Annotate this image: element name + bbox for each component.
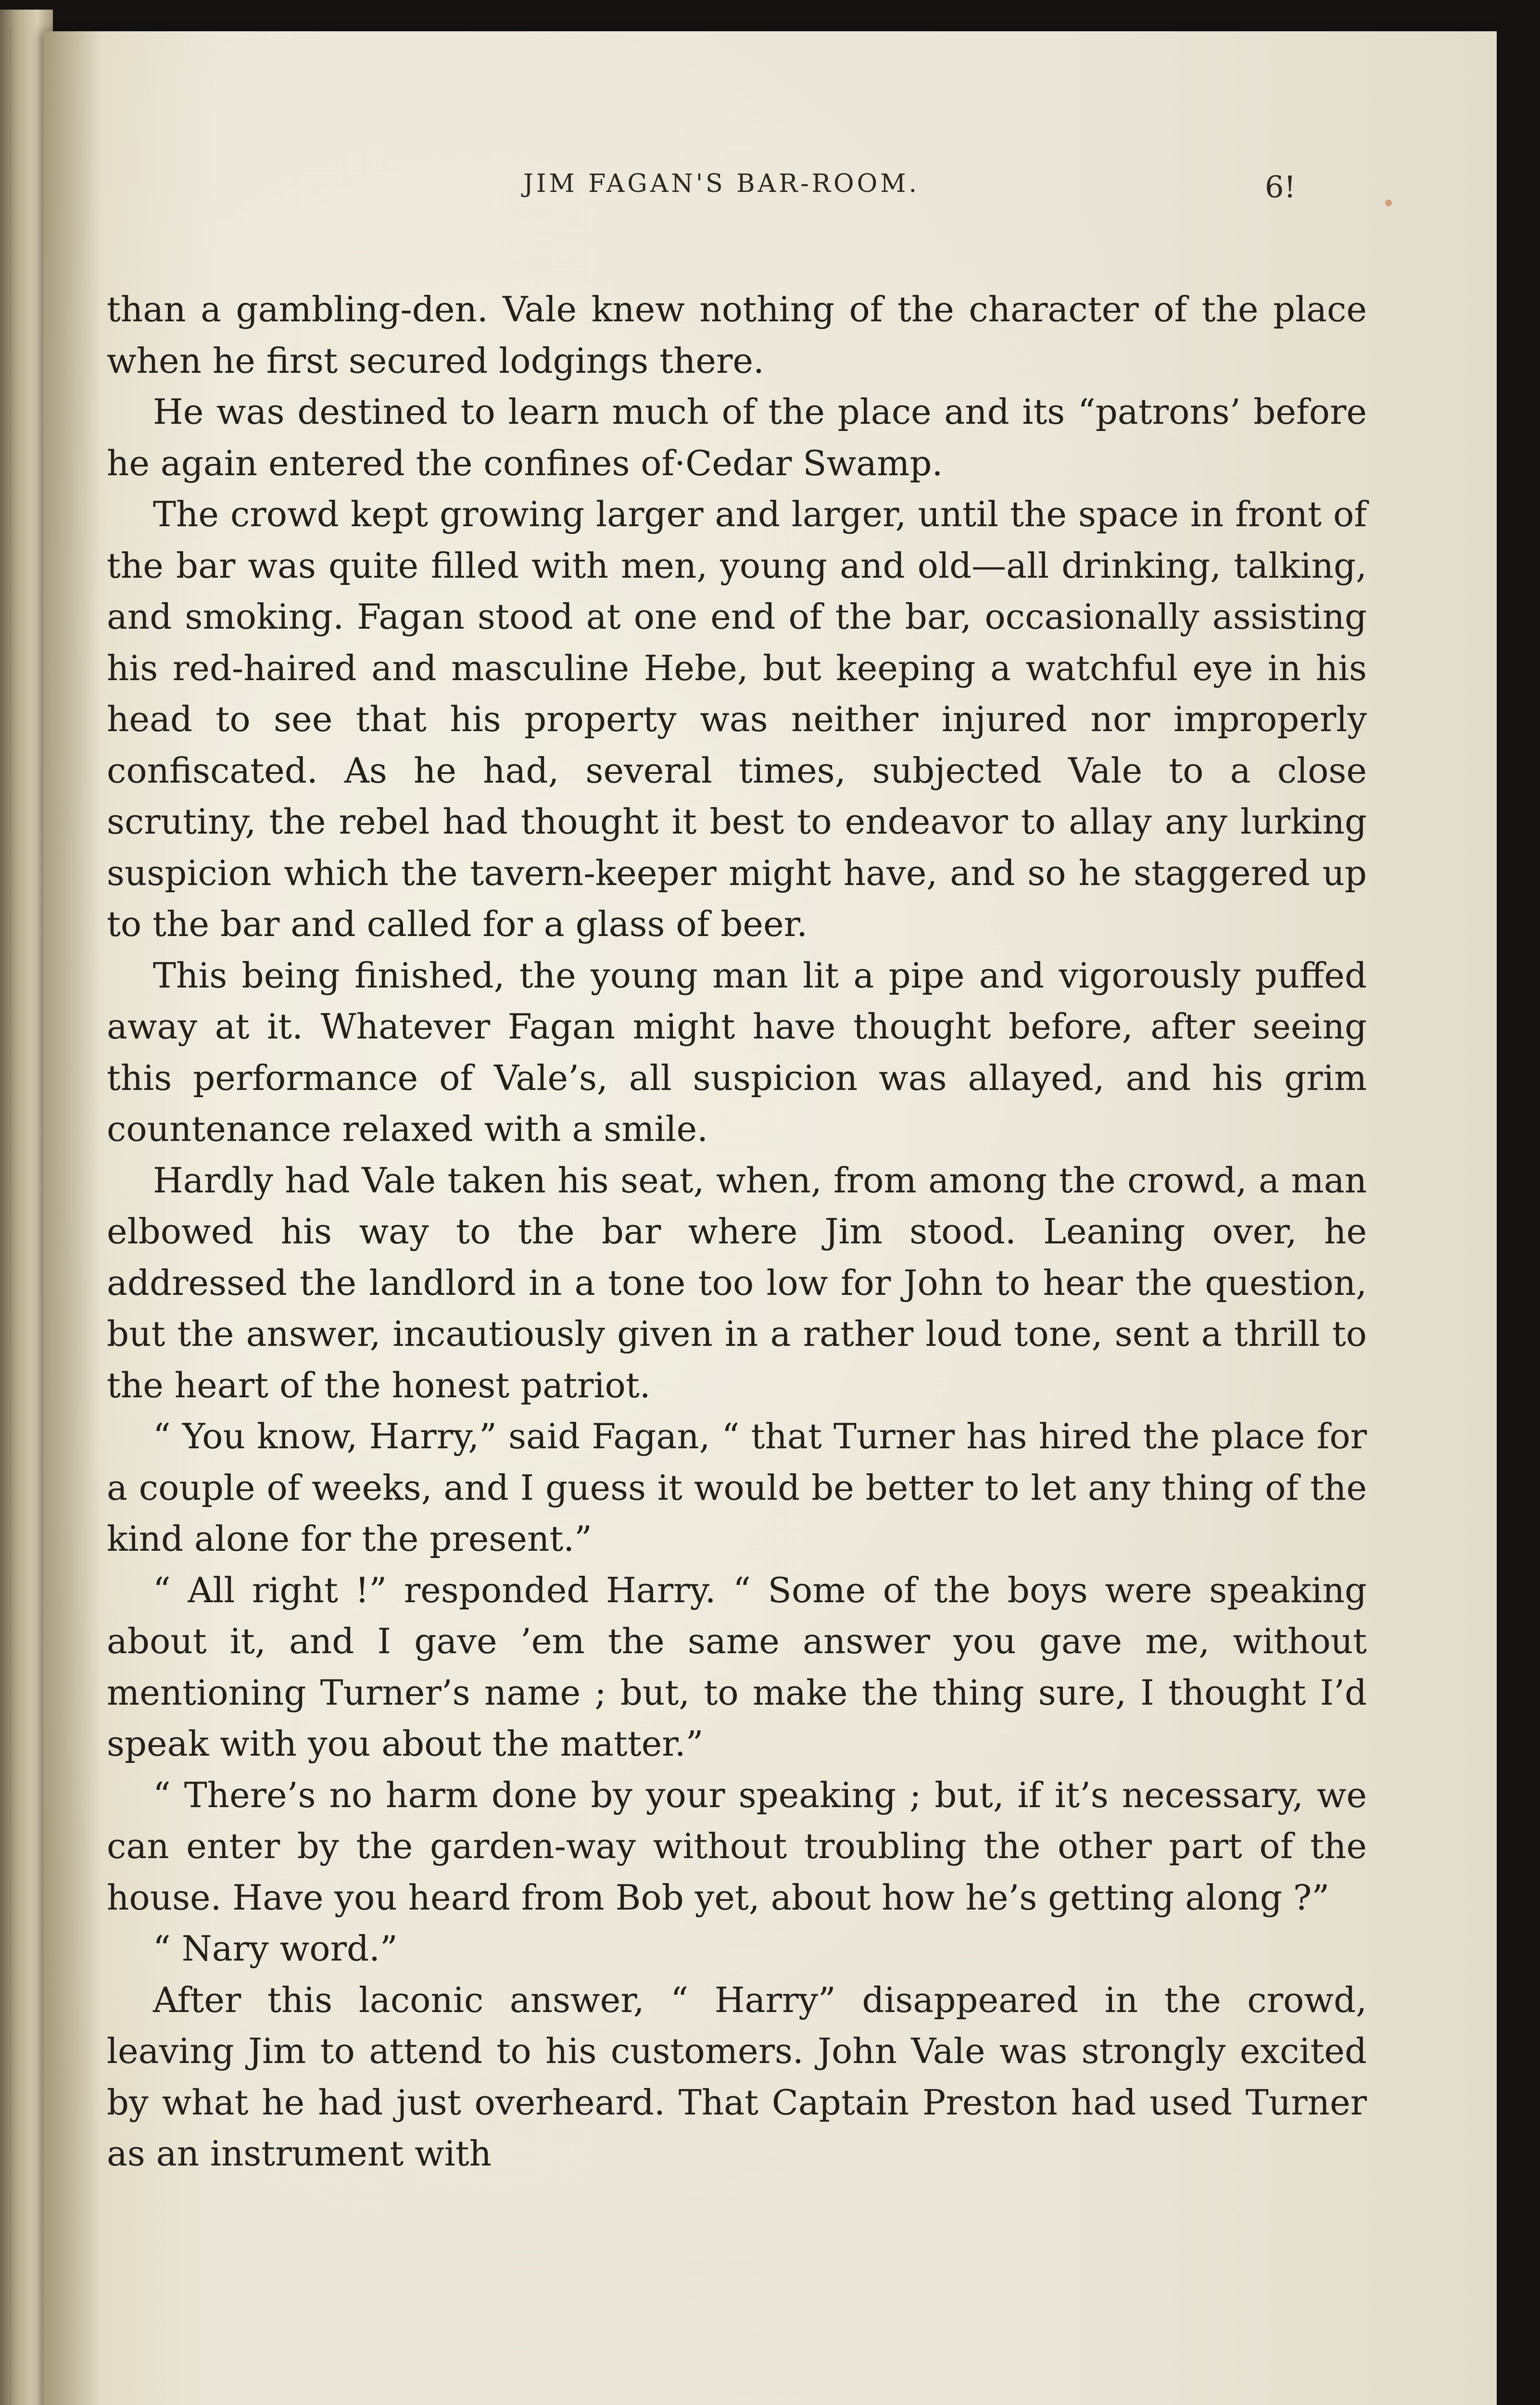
paragraph: The crowd kept growing larger and larger, until the space in front of the bar was quite filled with men, young and old—all drinking, talking, and smoking. Fagan stood at one end of the bar, occasionally assisting his red-haired and masculine Hebe, but keeping a watchful eye in his head to see that his property was neither injured nor improperly confiscated. As he had, several times, subjected Vale to a close scrutiny, the rebel had thought it best to endeavor to allay any lurking suspicion which the tavern-keeper might have, and so he staggered up to the bar and called for a glass of beer. bbox=[107, 494, 1367, 944]
page-number: 6! bbox=[1265, 169, 1296, 204]
paragraph: “ There’s no harm done by your speaking ; but, if it’s necessary, we can enter by the garden-way without troubling the other part of the house. Have you heard from Bob yet, about how he’s getting along ?” bbox=[107, 1774, 1367, 1918]
book-page bbox=[43, 31, 1497, 2405]
paragraph: “ Nary word.” bbox=[153, 1928, 398, 1969]
body-text bbox=[107, 284, 1367, 2179]
paragraph: Hardly had Vale taken his seat, when, from among the crowd, a man elbowed his way to the bar where Jim stood. Leaning over, he addressed the landlord in a tone too low for John to hear the question, but the answer, incautiously given in a rather loud tone, sent a thrill to the heart of the honest patriot. bbox=[107, 1160, 1367, 1405]
page-gutter-shadow bbox=[43, 31, 101, 2405]
paragraph: “ All right !” responded Harry. “ Some of the boys were speaking about it, and I gave ’em the same answer you gave me, without mentioning Turner’s name ; but, to make the thing sure, I thought I’d speak with you about the matter.” bbox=[107, 1570, 1367, 1764]
page-stack-line bbox=[10, 29, 12, 2405]
paragraph: This being finished, the young man lit a pipe and vigorously puffed away at it. Whatever Fagan might have thought before, after seeing this performance of Vale’s, all suspicion was allayed, and his grim countenance relaxed with a smile. bbox=[107, 955, 1367, 1149]
paragraph: “ You know, Harry,” said Fagan, “ that Turner has hired the place for a couple of weeks, and I guess it would be better to let any thing of the kind alone for the present.” bbox=[107, 1416, 1367, 1559]
running-head bbox=[43, 169, 1497, 217]
running-title: JIM FAGAN'S BAR-ROOM. bbox=[523, 169, 920, 198]
paragraph: than a gambling-den. Vale knew nothing of the character of the place when he first secured lodgings there. bbox=[107, 289, 1367, 381]
paragraph: After this laconic answer, “ Harry” disappeared in the crowd, leaving Jim to attend to his customers. John Vale was strongly excited by what he had just overheard. That Captain Preston had used Turner as an instrument with bbox=[107, 1979, 1367, 2174]
paragraph: He was destined to learn much of the place and its “patrons’ before he again entered the confines of·Cedar Swamp. bbox=[107, 392, 1367, 483]
